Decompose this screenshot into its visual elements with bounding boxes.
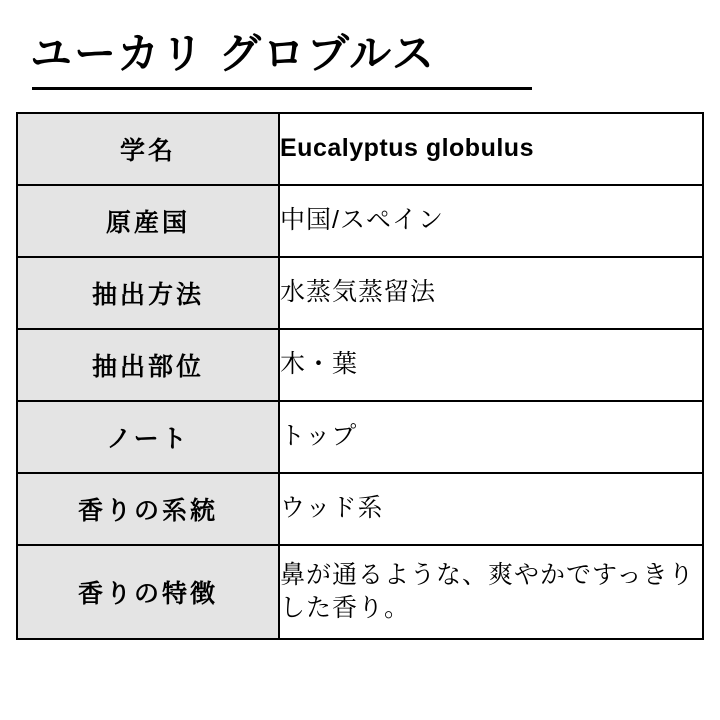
- specification-table-body: [17, 113, 703, 639]
- row-label: 香りの特徴: [17, 545, 279, 639]
- row-label: 香りの系統: [17, 473, 279, 545]
- row-value: 水蒸気蒸留法: [279, 257, 703, 329]
- row-value: 木・葉: [279, 329, 703, 401]
- row-value: Eucalyptus globulus: [279, 113, 703, 185]
- table-row: [17, 257, 703, 329]
- row-value: 鼻が通るような、爽やかですっきりした香り。: [279, 545, 703, 639]
- table-row: [17, 545, 703, 639]
- row-label: 原産国: [17, 185, 279, 257]
- row-label: 抽出部位: [17, 329, 279, 401]
- title-underline: [32, 87, 532, 90]
- table-row: [17, 473, 703, 545]
- row-value: ウッド系: [279, 473, 703, 545]
- table-row: [17, 113, 703, 185]
- table-row: [17, 185, 703, 257]
- specification-table: [16, 112, 704, 640]
- page-title: ユーカリ グロブルス: [30, 30, 436, 77]
- title-block: [16, 28, 704, 90]
- row-value: トップ: [279, 401, 703, 473]
- row-label: ノート: [17, 401, 279, 473]
- table-row: [17, 329, 703, 401]
- row-label: 抽出方法: [17, 257, 279, 329]
- row-value: 中国/スペイン: [279, 185, 703, 257]
- table-row: [17, 401, 703, 473]
- row-label: 学名: [17, 113, 279, 185]
